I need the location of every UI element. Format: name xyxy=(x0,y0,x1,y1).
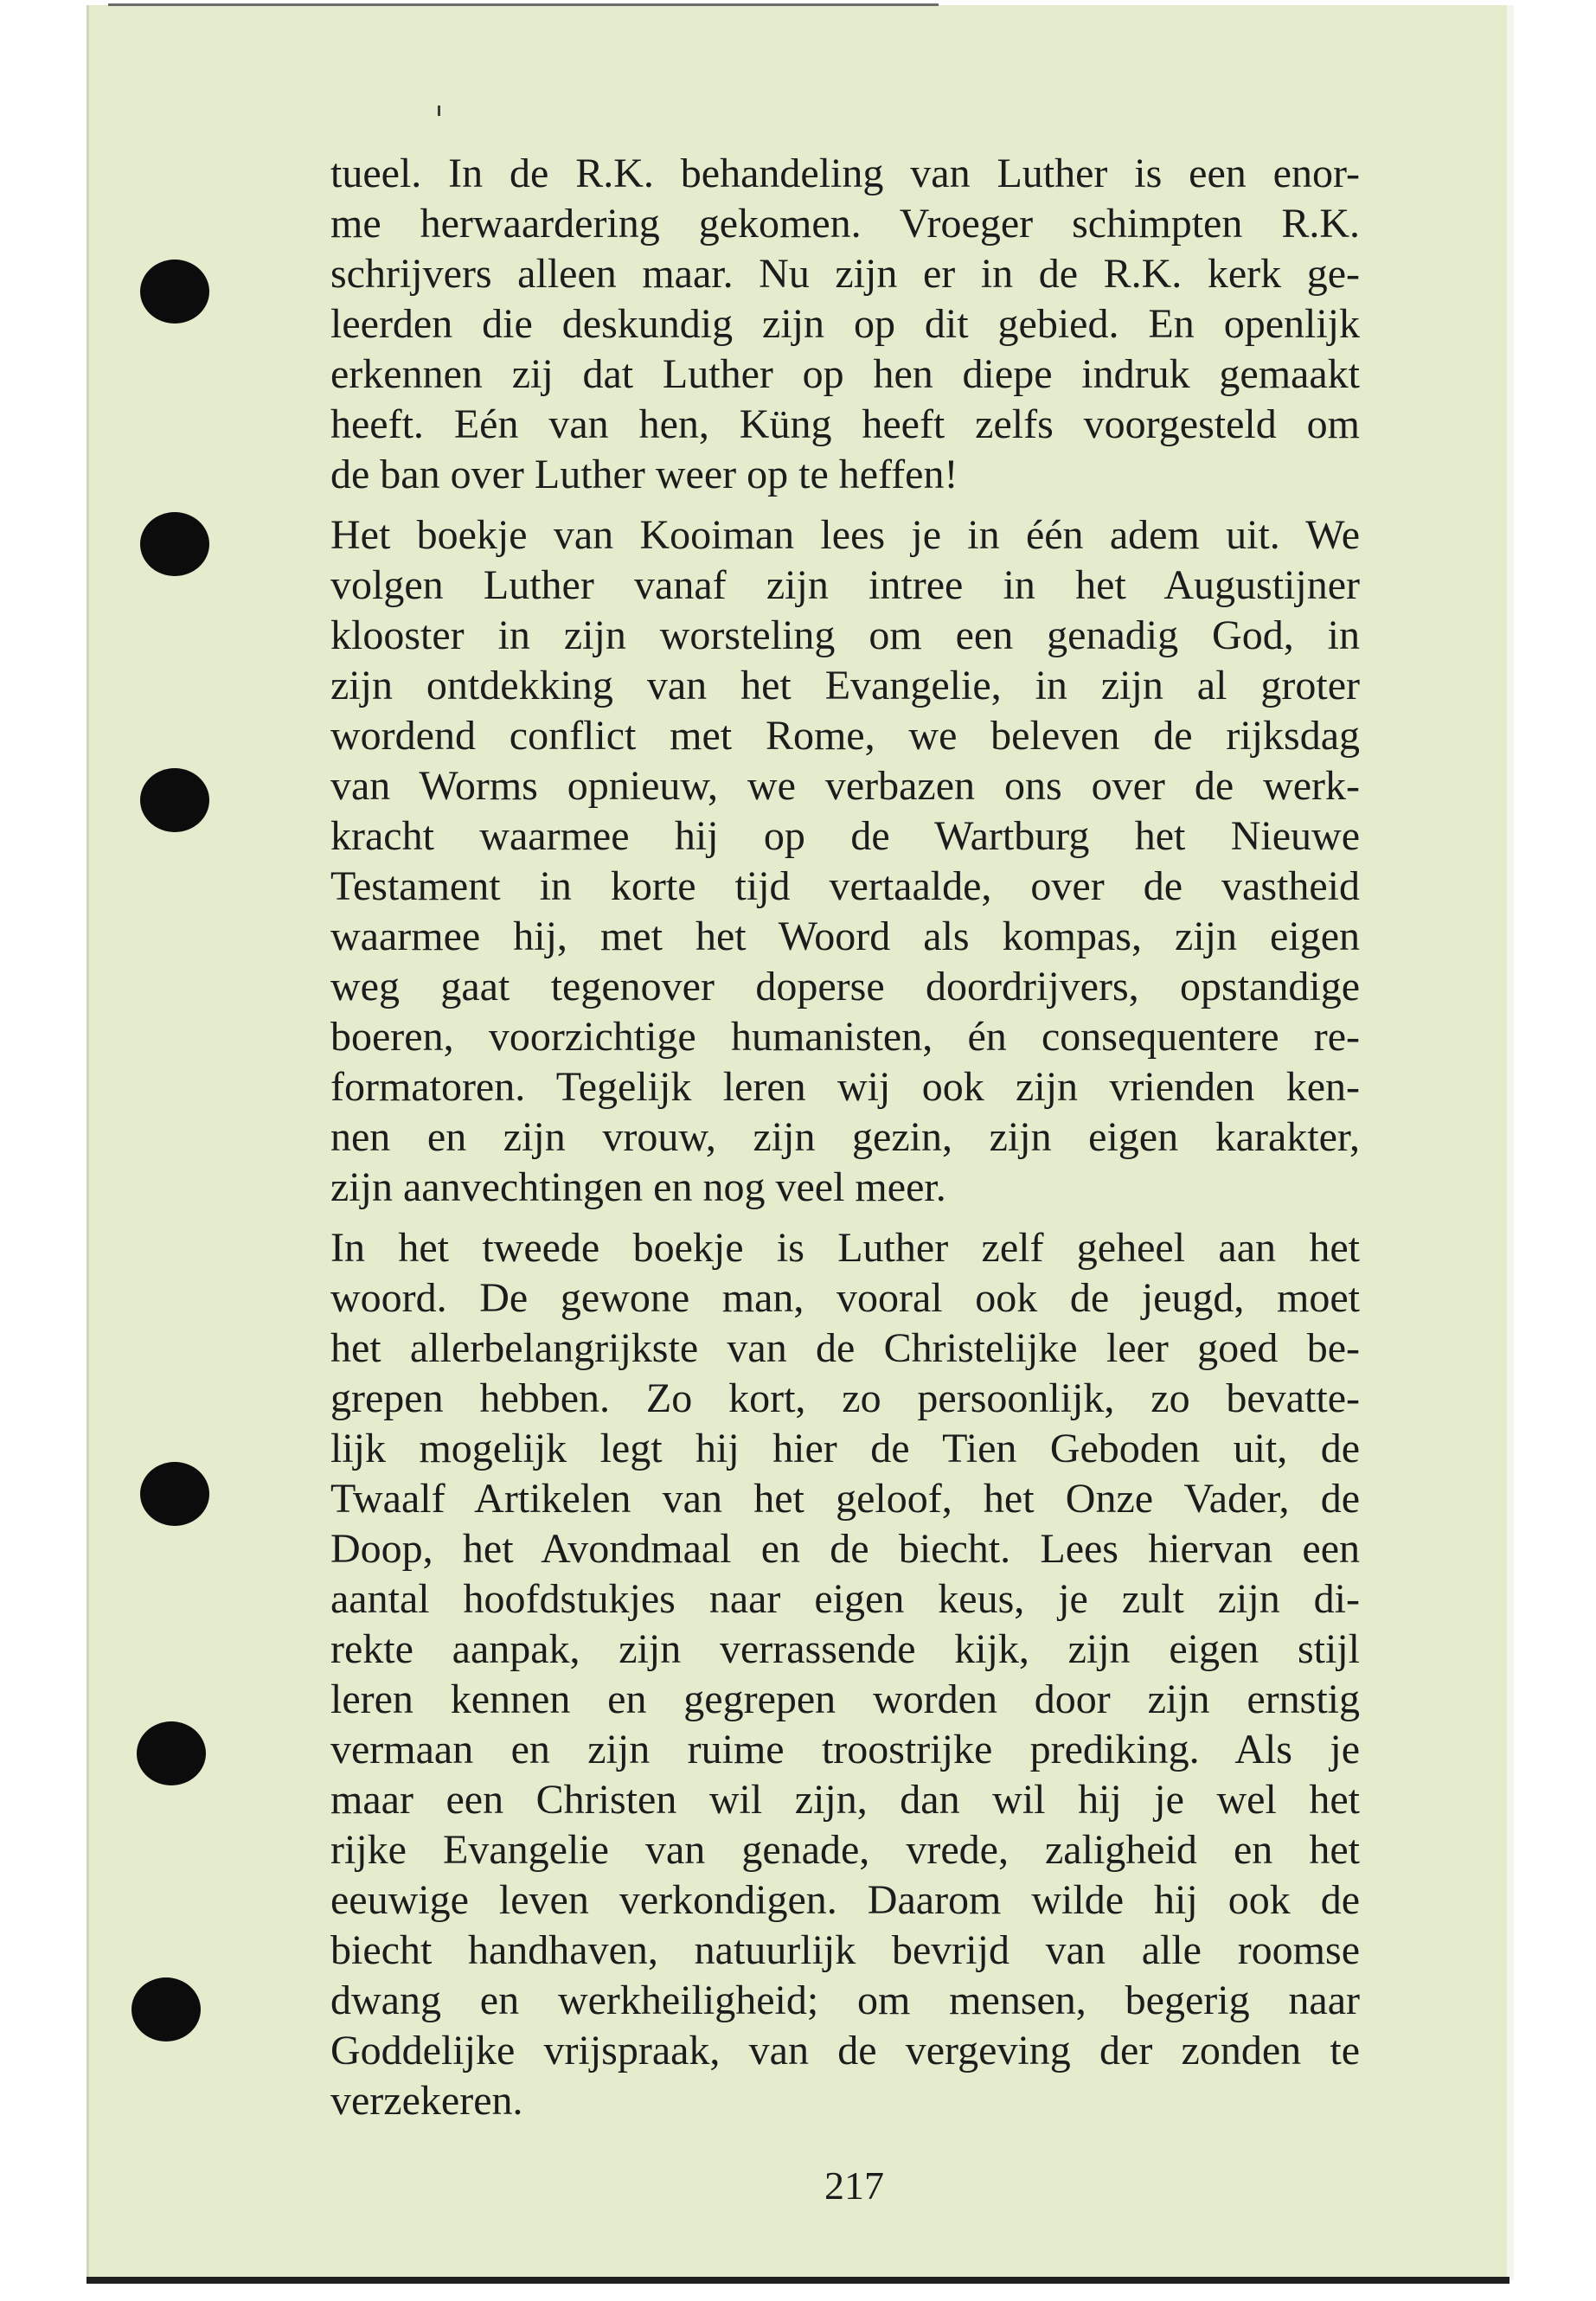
paragraph xyxy=(330,149,1360,500)
paragraph-gap xyxy=(330,1213,1360,1223)
text-line: rijke Evangelie van genade, vrede, zaligheid en het xyxy=(330,1827,1360,1873)
text-line: lijk mogelijk legt hij hier de Tien Geboden uit, de xyxy=(330,1426,1360,1471)
text-line: volgen Luther vanaf zijn intree in het Augustijner xyxy=(330,562,1360,608)
punch-hole-1 xyxy=(140,260,209,324)
text-line: formatoren. Tegelijk leren wij ook zijn vrienden ken- xyxy=(330,1064,1360,1110)
text-line: me herwaardering gekomen. Vroeger schimpten R.K. xyxy=(330,201,1360,247)
text-line: kracht waarmee hij op de Wartburg het Nieuwe xyxy=(330,813,1360,859)
page-number: 217 xyxy=(824,2163,884,2208)
text-line: Goddelijke vrijspraak, van de vergeving der zonden te xyxy=(330,2028,1360,2073)
text-line: schrijvers alleen maar. Nu zijn er in de R.K. kerk ge- xyxy=(330,251,1360,297)
bottom-edge-line xyxy=(87,2277,1509,2284)
paragraph-gap xyxy=(330,500,1360,510)
body-text xyxy=(330,149,1360,2126)
text-line: Het boekje van Kooiman lees je in één adem uit. We xyxy=(330,512,1360,558)
text-line: dwang en werkheiligheid; om mensen, begerig naar xyxy=(330,1977,1360,2023)
text-line: de ban over Luther weer op te heffen! xyxy=(330,452,958,497)
text-line: tueel. In de R.K. behandeling van Luther is een enor- xyxy=(330,151,1360,196)
text-line: maar een Christen wil zijn, dan wil hij je wel het xyxy=(330,1777,1360,1823)
text-line: nen en zijn vrouw, zijn gezin, zijn eigen karakter, xyxy=(330,1114,1360,1160)
text-line: Testament in korte tijd vertaalde, over de vastheid xyxy=(330,863,1360,909)
text-line: zijn aanvechtingen en nog veel meer. xyxy=(330,1164,946,1210)
text-line: heeft. Eén van hen, Küng heeft zelfs voorgesteld om xyxy=(330,401,1360,447)
paragraphs xyxy=(330,149,1360,2126)
punch-hole-5 xyxy=(137,1721,206,1785)
text-line: woord. De gewone man, vooral ook de jeugd, moet xyxy=(330,1275,1360,1321)
text-line: zijn ontdekking van het Evangelie, in zijn al groter xyxy=(330,663,1360,708)
paragraph xyxy=(330,510,1360,1213)
text-line: grepen hebben. Zo kort, zo persoonlijk, zo bevatte- xyxy=(330,1375,1360,1421)
text-line: rekte aanpak, zijn verrassende kijk, zijn eigen stijl xyxy=(330,1626,1360,1672)
text-line: aantal hoofdstukjes naar eigen keus, je zult zijn di- xyxy=(330,1576,1360,1622)
text-line: het allerbelangrijkste van de Christelijke leer goed be- xyxy=(330,1325,1360,1371)
text-line: klooster in zijn worsteling om een genadig God, in xyxy=(330,612,1360,658)
ink-speck xyxy=(438,106,440,116)
punch-hole-3 xyxy=(140,768,209,832)
text-line: Doop, het Avondmaal en de biecht. Lees hiervan een xyxy=(330,1526,1360,1572)
text-line: Twaalf Artikelen van het geloof, het Onze Vader, de xyxy=(330,1476,1360,1522)
text-line: wordend conflict met Rome, we beleven de rijksdag xyxy=(330,713,1360,759)
text-line: erkennen zij dat Luther op hen diepe indruk gemaakt xyxy=(330,351,1360,397)
text-line: biecht handhaven, natuurlijk bevrijd van alle roomse xyxy=(330,1927,1360,1973)
text-line: vermaan en zijn ruime troostrijke prediking. Als je xyxy=(330,1727,1360,1772)
text-line: eeuwige leven verkondigen. Daarom wilde hij ook de xyxy=(330,1877,1360,1923)
paper-right-edge xyxy=(1507,5,1514,2280)
punch-hole-4 xyxy=(140,1462,209,1526)
text-line: weg gaat tegenover doperse doordrijvers, opstandige xyxy=(330,964,1360,1009)
text-line: leren kennen en gegrepen worden door zijn ernstig xyxy=(330,1676,1360,1722)
text-line: boeren, voorzichtige humanisten, én consequentere re- xyxy=(330,1014,1360,1060)
text-line: leerden die deskundig zijn op dit gebied. En openlijk xyxy=(330,301,1360,347)
top-edge-line xyxy=(108,3,939,6)
text-line: verzekeren. xyxy=(330,2078,523,2124)
punch-hole-2 xyxy=(140,512,209,576)
punch-hole-6 xyxy=(131,1977,201,2041)
text-line: waarmee hij, met het Woord als kompas, zijn eigen xyxy=(330,913,1360,959)
paragraph xyxy=(330,1223,1360,2126)
text-line: van Worms opnieuw, we verbazen ons over de werk- xyxy=(330,763,1360,809)
text-line: In het tweede boekje is Luther zelf geheel aan het xyxy=(330,1225,1360,1271)
